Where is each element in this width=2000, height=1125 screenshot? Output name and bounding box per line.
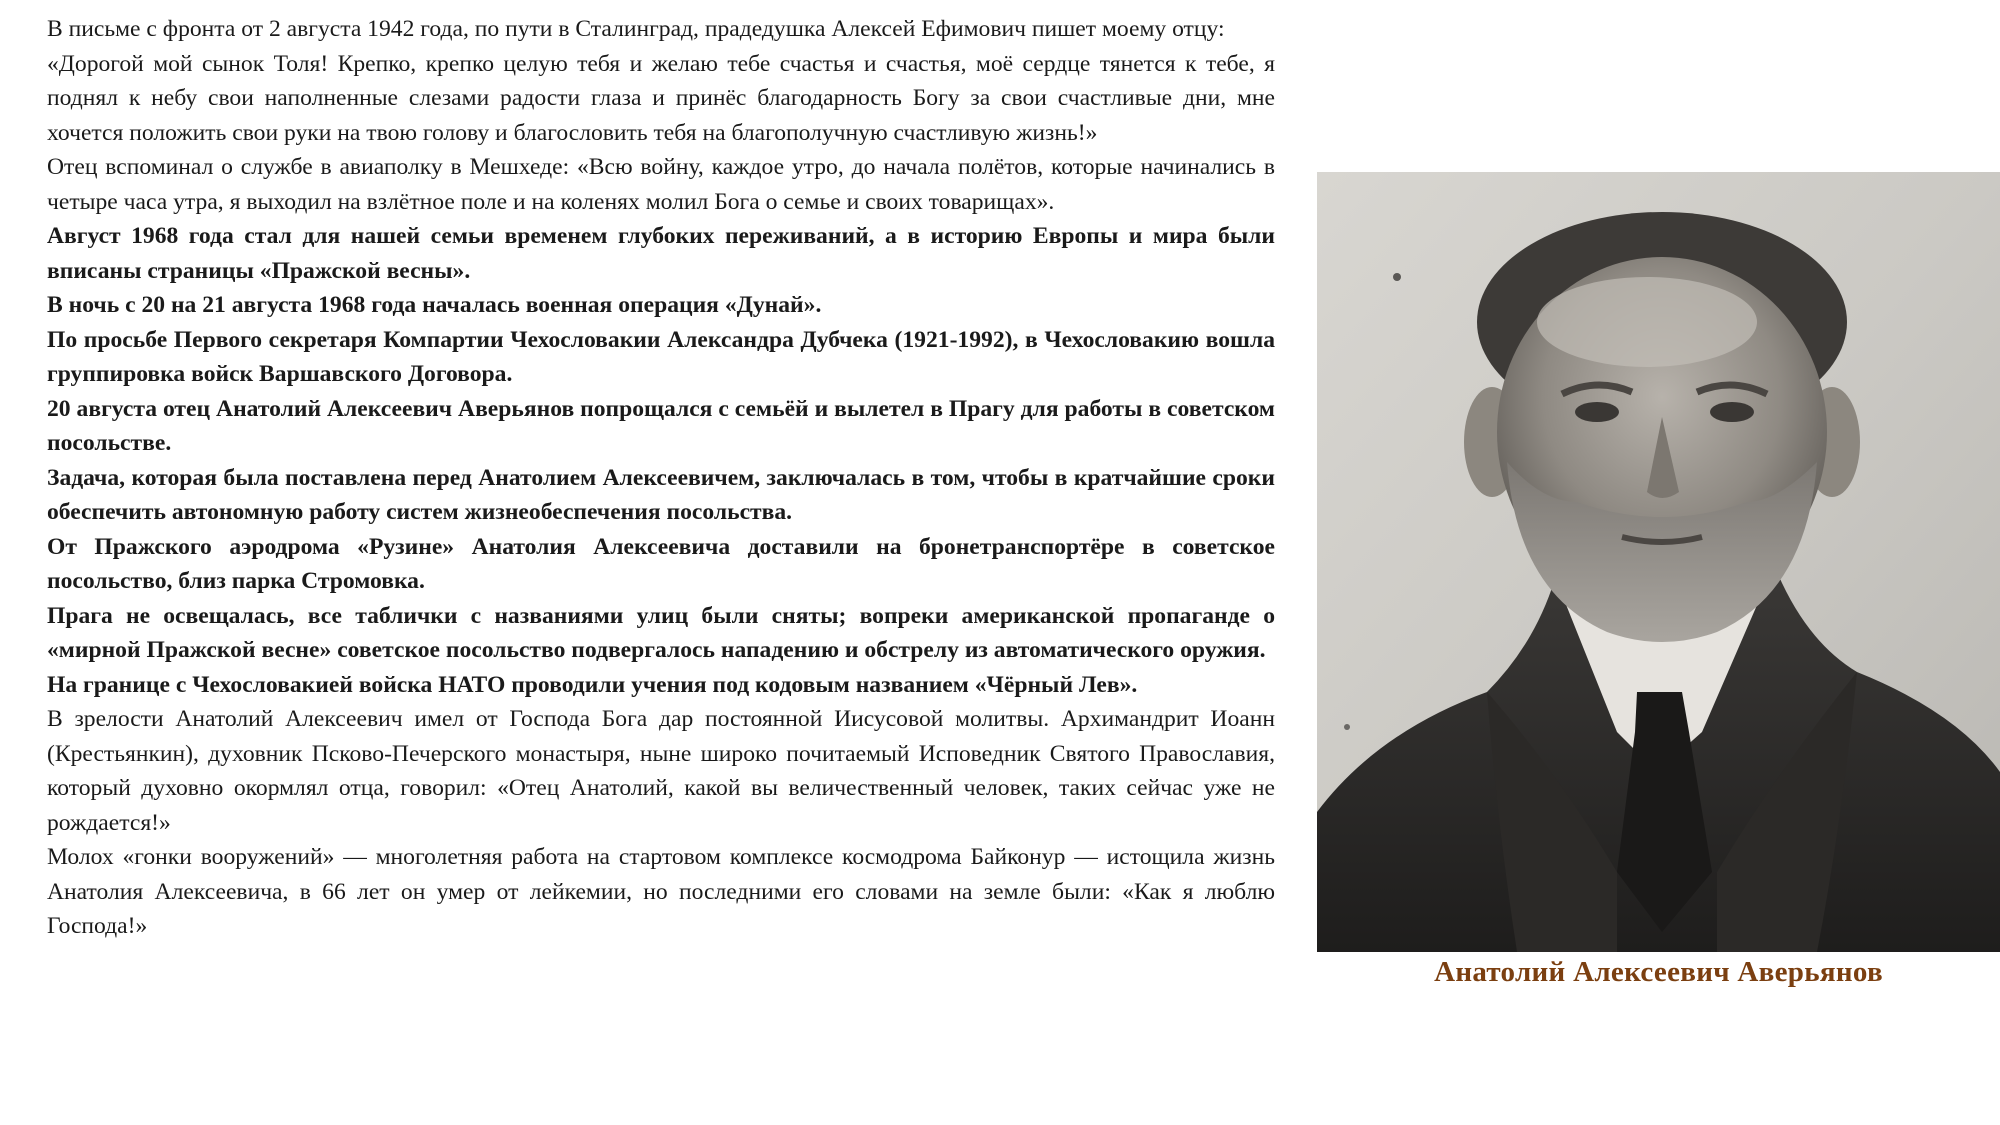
paragraph-8: Задача, которая была поставлена перед Анатолием Алексеевичем, заключалась в том, чтобы в кратчайшие сроки обеспечить автономную работу систем жизнеобеспечения посольства. <box>47 464 1275 525</box>
paragraph-12: В зрелости Анатолий Алексеевич имел от Господа Бога дар постоянной Иисусовой молитвы. Архимандрит Иоанн (Крестьянкин), духовник Псково-Печерского монастыря, ныне широко почитаемый Исповедник Святого Православия, который духовно окормлял отца, говорил: «Отец Анатолий, какой вы величественный человек, таких сейчас уже не рождается!» <box>47 706 1275 836</box>
paragraph-6: По просьбе Первого секретаря Компартии Чехословакии Александра Дубчека (1921-1992), в Чехословакию вошла группировка войск Варшавского Договора. <box>47 326 1275 387</box>
paragraph-10: Прага не освещалась, все таблички с названиями улиц были сняты; вопреки американской пропаганде о «мирной Пражской весне» советское посольство подвергалось нападению и обстрелу из автоматического оружия. <box>47 602 1275 663</box>
paragraph-4: Август 1968 года стал для нашей семьи временем глубоких переживаний, а в историю Европы и мира были вписаны страницы «Пражской весны». <box>47 223 1275 284</box>
paragraph-7: 20 августа отец Анатолий Алексеевич Аверьянов попрощался с семьёй и вылетел в Прагу для работы в советском посольстве. <box>47 395 1275 456</box>
portrait-photo <box>1317 172 2000 952</box>
paragraph-1: В письме с фронта от 2 августа 1942 года, по пути в Сталинград, прадедушка Алексей Ефимович пишет моему отцу: <box>47 16 1225 42</box>
photo-caption: Анатолий Алексеевич Аверьянов <box>1434 956 1883 988</box>
paragraph-9: От Пражского аэродрома «Рузине» Анатолия Алексеевича доставили на бронетранспортёре в советское посольство, близ парка Стромовка. <box>47 533 1275 594</box>
paragraph-3: Отец вспоминал о службе в авиаполку в Мешхеде: «Всю войну, каждое утро, до начала полётов, которые начинались в четыре часа утра, я выходил на взлётное поле и на коленях молил Бога о семье и своих товарищах». <box>47 154 1275 215</box>
paragraph-13: Молох «гонки вооружений» — многолетняя работа на стартовом комплексе космодрома Байконур — истощила жизнь Анатолия Алексеевича, в 66 лет он умер от лейкемии, но последними его словами на земле были: «Как я люблю Господа!» <box>47 844 1275 939</box>
paragraph-5: В ночь с 20 на 21 августа 1968 года началась военная операция «Дунай». <box>47 292 822 318</box>
paragraph-11: На границе с Чехословакией войска НАТО проводили учения под кодовым названием «Чёрный Лев». <box>47 671 1138 698</box>
article-text <box>47 12 1275 944</box>
paragraph-2: «Дорогой мой сынок Толя! Крепко, крепко целую тебя и желаю тебе счастья и счастья, моё сердце тянется к тебе, я поднял к небу свои наполненные слезами радости глаза и принёс благодарность Богу за свои счастливые дни, мне хочется положить свои руки на твою голову и благословить тебя на благополучную счастливую жизнь!» <box>47 50 1275 146</box>
